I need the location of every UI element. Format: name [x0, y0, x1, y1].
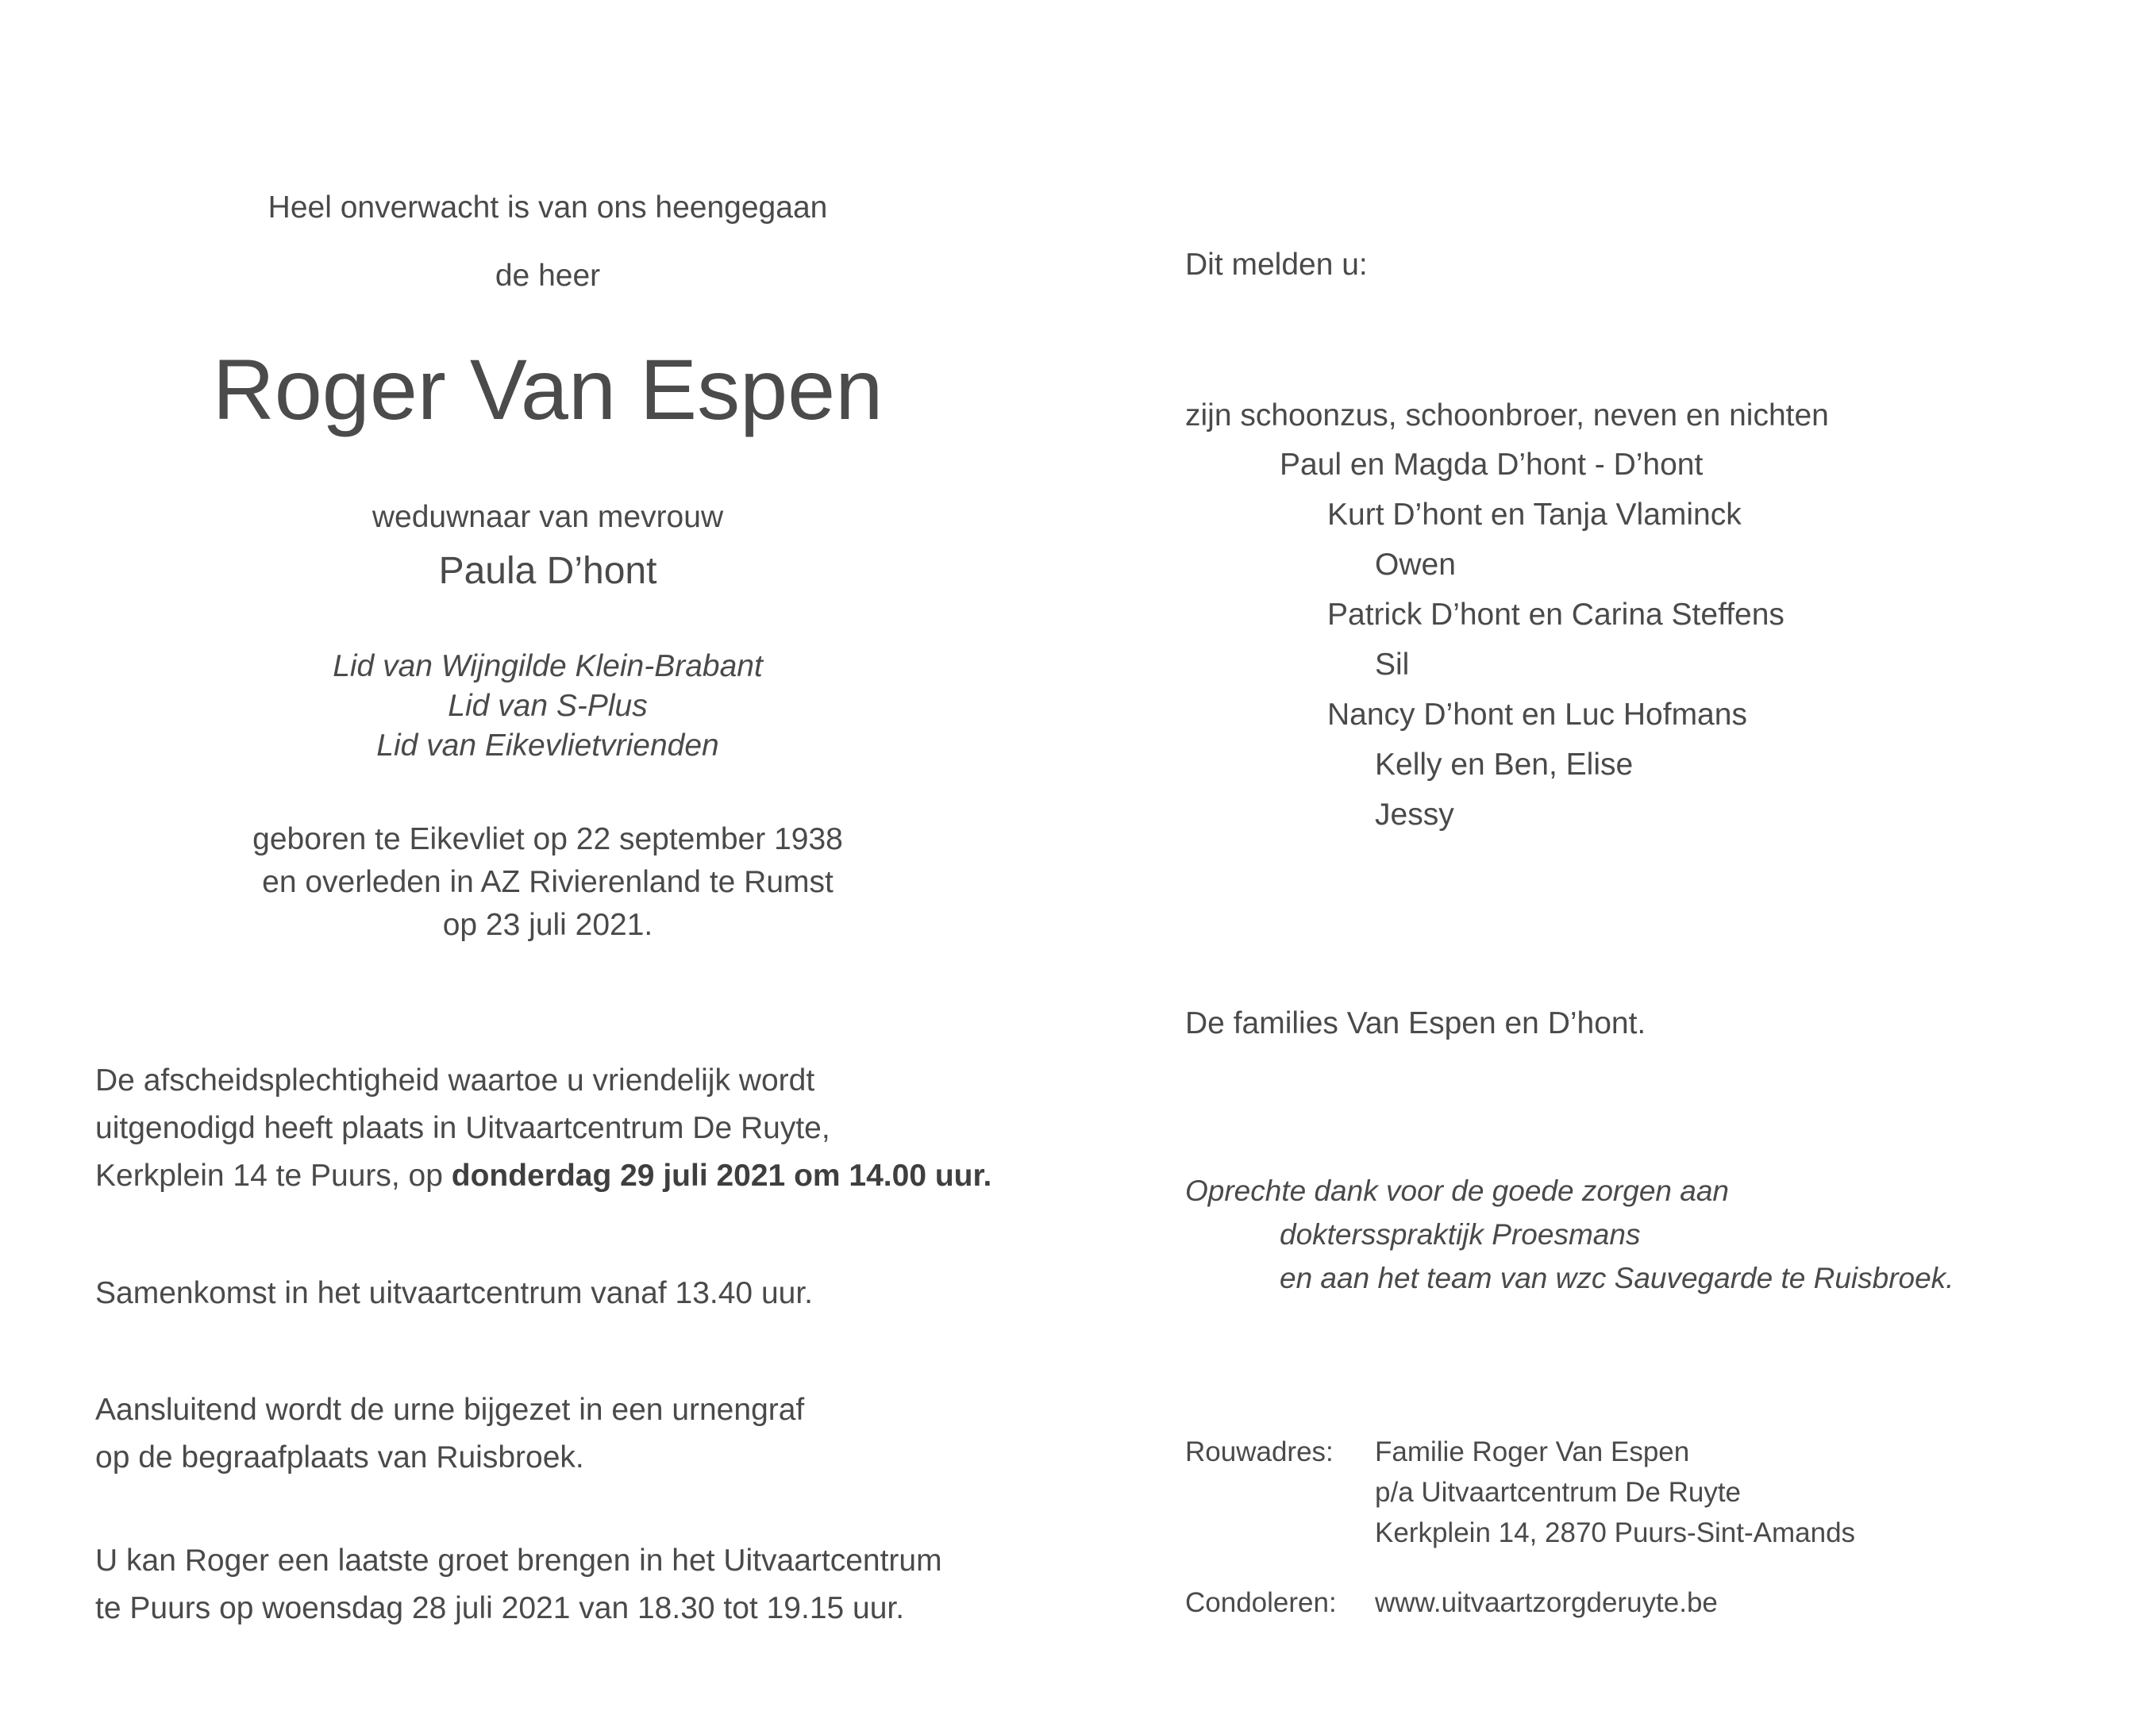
burial-line: Aansluitend wordt de urne bijgezet in een urnengraf: [95, 1393, 805, 1427]
deceased-name: Roger Van Espen: [212, 341, 884, 437]
birth-death-line: en overleden in AZ Rivierenland te Rumst: [262, 865, 834, 899]
membership-item: Lid van Wijngilde Klein-Brabant: [333, 649, 763, 683]
family-member: Patrick D’hont en Carina Steffens: [1327, 598, 1784, 632]
family-member: Sil: [1375, 648, 1410, 682]
gathering-line: Samenkomst in het uitvaartcentrum vanaf 13.40 uur.: [95, 1276, 813, 1310]
family-member: Kurt D’hont en Tanja Vlaminck: [1327, 498, 1742, 532]
birth-death-line: op 23 juli 2021.: [442, 908, 653, 942]
ceremony-location: Kerkplein 14 te Puurs, op: [95, 1159, 452, 1193]
ceremony-line: De afscheidsplechtigheid waartoe u vriendelijk wordt: [95, 1063, 815, 1098]
family-member: Owen: [1375, 548, 1456, 582]
membership-item: Lid van Eikevlietvrienden: [376, 729, 719, 763]
condolence-label: Condoleren:: [1185, 1587, 1337, 1618]
thanks-line: doktersspraktijk Proesmans: [1280, 1218, 1641, 1251]
title-line: de heer: [495, 259, 601, 293]
condolence-link[interactable]: www.uitvaartzorgderuyte.be: [1375, 1587, 1718, 1618]
family-member: Kelly en Ben, Elise: [1375, 748, 1634, 782]
widower-label: weduwnaar van mevrouw: [372, 500, 724, 534]
family-member: Paul en Magda D’hont - D’hont: [1280, 448, 1704, 482]
families-signature: De families Van Espen en D’hont.: [1185, 1006, 1646, 1040]
thanks-line: Oprechte dank voor de goede zorgen aan: [1185, 1175, 1729, 1207]
address-line: Kerkplein 14, 2870 Puurs-Sint-Amands: [1375, 1517, 1856, 1548]
visitation-line: U kan Roger een laatste groet brengen in het Uitvaartcentrum: [95, 1544, 942, 1578]
burial-line: op de begraafplaats van Ruisbroek.: [95, 1440, 584, 1474]
announce-line: Dit melden u:: [1185, 248, 1368, 282]
address-line: Familie Roger Van Espen: [1375, 1436, 1690, 1467]
relation-line: zijn schoonzus, schoonbroer, neven en nichten: [1185, 398, 1829, 433]
family-member: Jessy: [1375, 798, 1454, 832]
family-member: Nancy D’hont en Luc Hofmans: [1327, 698, 1747, 732]
ceremony-datetime: donderdag 29 juli 2021 om 14.00 uur.: [451, 1159, 992, 1193]
intro-line: Heel onverwacht is van ons heengegaan: [268, 190, 828, 225]
membership-item: Lid van S-Plus: [448, 689, 648, 723]
ceremony-line: uitgenodigd heeft plaats in Uitvaartcentrum De Ruyte,: [95, 1111, 830, 1145]
address-line: p/a Uitvaartcentrum De Ruyte: [1375, 1477, 1742, 1508]
address-label: Rouwadres:: [1185, 1436, 1334, 1467]
thanks-line: en aan het team van wzc Sauvegarde te Ruisbroek.: [1280, 1262, 1954, 1294]
ceremony-line: [95, 1159, 991, 1194]
birth-death-line: geboren te Eikevliet op 22 september 1938: [252, 822, 843, 856]
visitation-line: te Puurs op woensdag 28 juli 2021 van 18.30 tot 19.15 uur.: [95, 1591, 905, 1625]
spouse-name: Paula D’hont: [438, 550, 657, 592]
